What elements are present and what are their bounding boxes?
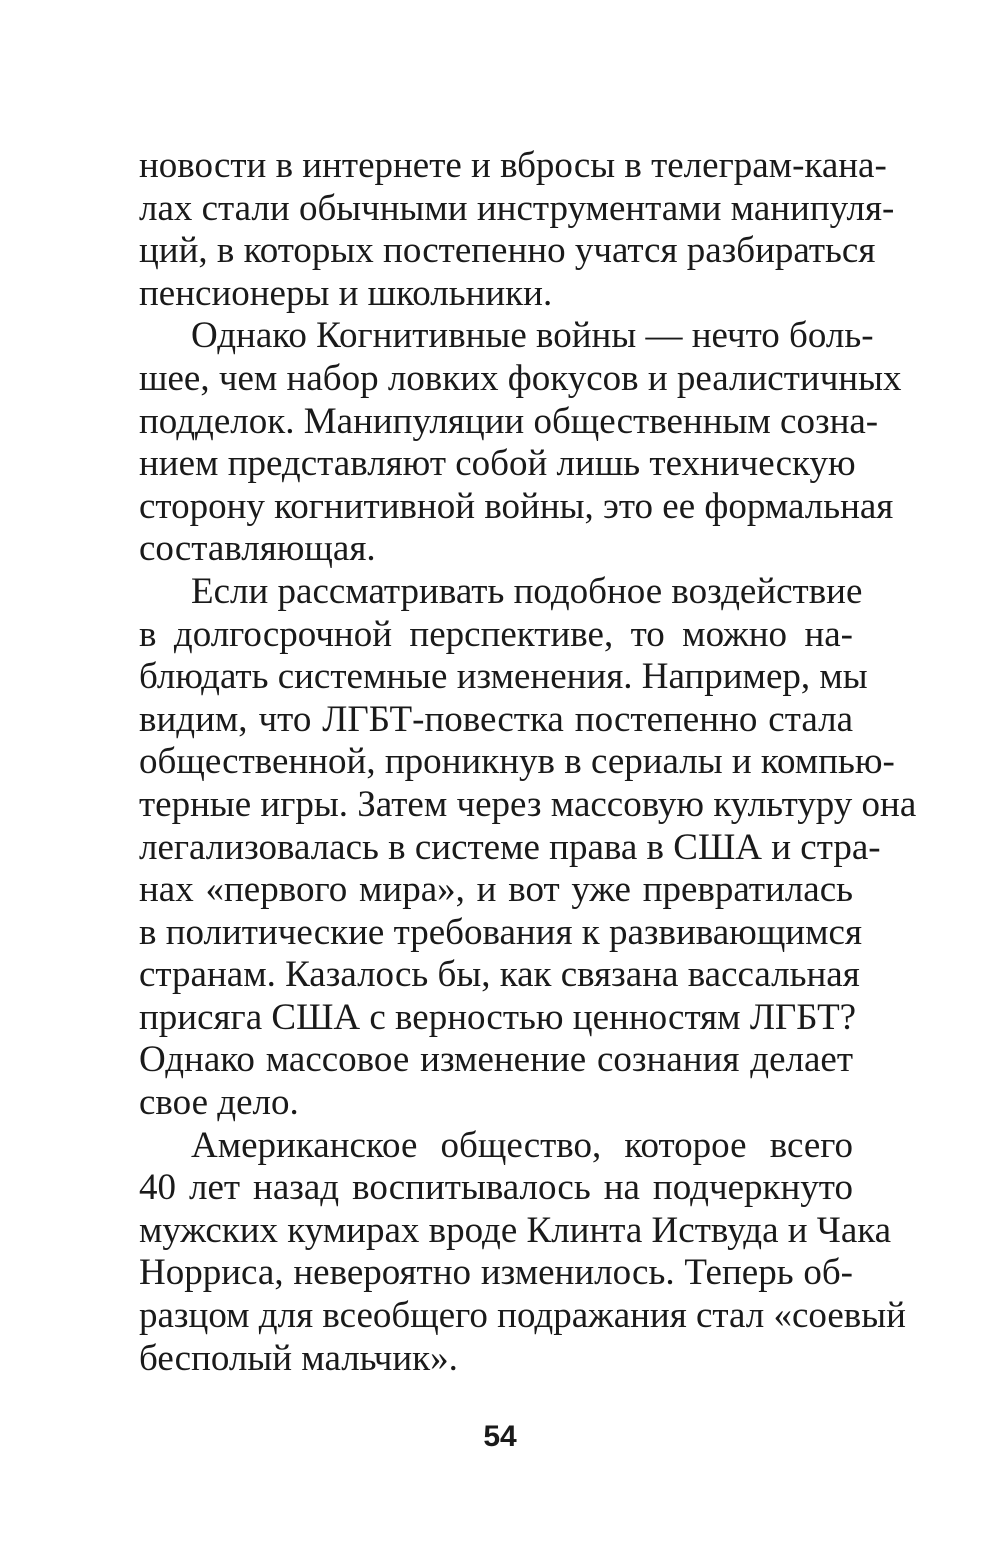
text-line: легализовалась в системе права в США и стра- (139, 826, 881, 868)
text-line: Однако Когнитивные войны — нечто боль- (191, 315, 874, 357)
text-line: нах «первого мира», и вот уже превратилась (139, 869, 853, 911)
page-number: 54 (483, 1420, 517, 1453)
text-line: мужских кумирах вроде Клинта Иствуда и Чака (139, 1209, 892, 1251)
text-line: терные игры. Затем через массовую культуру она (139, 783, 917, 825)
text-line: разцом для всеобщего подражания стал «соевый (139, 1295, 906, 1337)
text-line: Если рассматривать подобное воздействие (191, 570, 863, 612)
text-line: 40 лет назад воспитывалось на подчеркнуто (139, 1167, 853, 1209)
text-line: сторону когнитивной войны, это ее формальная (139, 485, 894, 527)
text-line: общественной, проникнув в сериалы и компью- (139, 741, 895, 783)
text-line: видим, что ЛГБТ-повестка постепенно стала (139, 698, 853, 740)
text-line: в долгосрочной перспективе, то можно на- (139, 613, 853, 655)
text-line: бесполый мальчик». (139, 1337, 458, 1379)
text-line: в политические требования к развивающимся (139, 911, 862, 953)
text-line: Американское общество, которое всего (191, 1124, 853, 1166)
text-line: ций, в которых постепенно учатся разбираться (139, 230, 876, 272)
text-line: новости в интернете и вбросы в телеграм-кана- (139, 145, 887, 186)
text-line: Норриса, невероятно изменилось. Теперь об- (139, 1252, 853, 1294)
text-line: блюдать системные изменения. Например, мы (139, 656, 868, 698)
text-line: подделок. Манипуляции общественным созна- (139, 400, 879, 442)
text-line: нием представляют собой лишь техническую (139, 443, 856, 485)
text-line: пенсионеры и школьники. (139, 272, 553, 314)
body-text (139, 145, 917, 1380)
text-line: лах стали обычными инструментами манипуля- (139, 187, 895, 229)
text-line: странам. Казалось бы, как связана вассальная (139, 954, 860, 996)
text-line: составляющая. (139, 528, 376, 570)
text-line: свое дело. (139, 1082, 299, 1124)
text-line: Однако массовое изменение сознания делает (139, 1039, 853, 1081)
text-line: шее, чем набор ловких фокусов и реалистичных (139, 357, 902, 399)
text-line: присяга США с верностью ценностям ЛГБТ? (139, 996, 857, 1038)
